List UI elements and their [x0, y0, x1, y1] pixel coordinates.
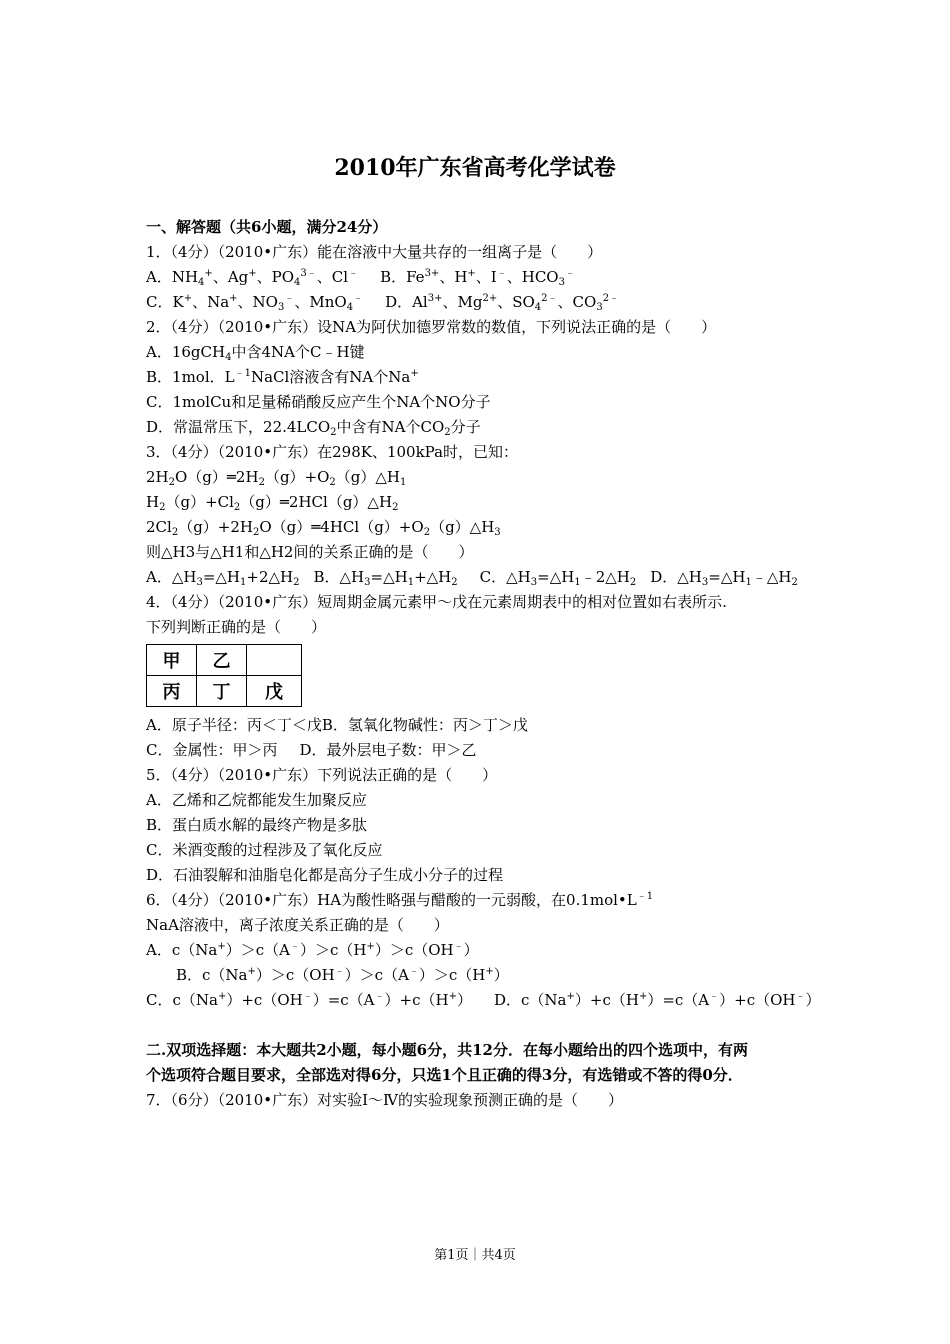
q1-options-cd: C．K+、Na+、$NO_3^﹣$、MnO$_4$﹣ D．$Al^{3+}$、$Mg^{2+}$、$SO_4^{2﹣}$、$CO_3^{2﹣}$ [146, 293, 620, 313]
q7-stem: 7．（6分）（2010•广东）对实验Ⅰ～Ⅳ的实验现象预测正确的是（ ） [146, 1091, 624, 1109]
periodic-position-table [146, 644, 302, 707]
q3-stem: 3．（4分）（2010•广东）在298K、100kPa时，已知： [146, 443, 519, 461]
page-title: 2010年广东省高考化学试卷 [334, 155, 616, 181]
table-cell: 乙 [197, 645, 247, 676]
page-footer: 第1页｜共4页 [434, 1248, 516, 1263]
q6-stem: 6．（4分）（2010•广东）HA为酸性略强与醋酸的一元弱酸，在$0.1mol•L^{﹣1}$ [146, 891, 654, 909]
q4-options-ab: A．原子半径：丙＜丁＜戊B．氢氧化物碱性：丙＞丁＞戊 [146, 716, 528, 734]
table-cell: 甲 [147, 645, 197, 676]
section1-heading: 一、解答题（共6小题，满分24分） [146, 218, 388, 236]
q1-options-ab: A．$NH_4^+$、Ag+、$PO_4^{3﹣}$、Cl﹣ B．$Fe^{3+}$、H+、I﹣、$HCO_3^﹣$ [146, 268, 575, 288]
q2-option-d: D．常温常压下，$22.4LCO_2$中含有NA个$CO_2$分子 [146, 418, 481, 438]
q6-option-b: B．c（Na+）＞c（OH﹣）＞c（A﹣）＞c（H+） [176, 966, 509, 984]
table-cell: 戊 [247, 676, 302, 707]
q4-stem-2: 下列判断正确的是（ ） [146, 618, 327, 636]
q3-options: A．$\triangle H_3=\triangle H_1+2\triangle H_2$ B．$\triangle H_3=\triangle H_1+\triangle H_2$ C．$\triangle H_3=\triangle H_1﹣2\triangle H_2$ D．$\triangle H_3=\triangle H_1﹣\triangle H_2$ [146, 568, 798, 588]
q3-eq1: $2H_2O(g)═2H_2(g)+O_2(g)\triangle H_1$ [146, 468, 407, 488]
q4-options-cd: C．金属性：甲＞丙 D．最外层电子数：甲＞乙 [146, 741, 477, 759]
table-row [147, 645, 302, 676]
q2-option-c: C．1molCu和足量稀硝酸反应产生个NA个NO分子 [146, 393, 491, 411]
table-cell: 丁 [197, 676, 247, 707]
q5-option-a: A．乙烯和乙烷都能发生加聚反应 [146, 791, 367, 809]
q5-option-c: C．米酒变酸的过程涉及了氧化反应 [146, 841, 383, 859]
table-cell: 丙 [147, 676, 197, 707]
q1-stem: 1．（4分）（2010•广东）能在溶液中大量共存的一组离子是（ ） [146, 243, 603, 261]
q5-option-d: D．石油裂解和油脂皂化都是高分子生成小分子的过程 [146, 866, 504, 884]
table-cell [247, 645, 302, 676]
q6-options-cd: C．c（Na+）+c（OH﹣）=c（A﹣）+c（H+） D．c（Na+）+c（H+）=c（A﹣）+c（OH﹣） [146, 991, 821, 1009]
section2-heading-line1: 二.双项选择题：本大题共2小题，每小题6分，共12分．在每小题给出的四个选项中，有两 [146, 1041, 748, 1059]
q6-option-a: A．c（Na+）＞c（A﹣）＞c（H+）＞c（OH﹣） [146, 941, 479, 959]
q2-option-a: A．16gCH$_4$中含4NA个C﹣H键 [146, 343, 365, 363]
table-row [147, 676, 302, 707]
q5-stem: 5．（4分）（2010•广东）下列说法正确的是（ ） [146, 766, 498, 784]
q6-stem-2: NaA溶液中，离子浓度关系正确的是（ ） [146, 916, 449, 934]
q2-option-b: B．1mol．$L^{﹣1}NaCl$溶液含有NA个Na+ [146, 368, 419, 386]
q3-eq3: $2Cl_2(g)+2H_2O(g)═4HCl(g)+O_2(g)\triangle H_3$ [146, 518, 501, 538]
q2-stem: 2．（4分）（2010•广东）设NA为阿伏加德罗常数的数值，下列说法正确的是（ ） [146, 318, 717, 336]
q4-stem: 4．（4分）（2010•广东）短周期金属元素甲～戊在元素周期表中的相对位置如右表所示. [146, 593, 727, 611]
q5-option-b: B．蛋白质水解的最终产物是多肽 [146, 816, 368, 834]
q3-question: 则△H3与△H1和△H2间的关系正确的是（ ） [146, 543, 474, 561]
q3-eq2: $H_2(g)+Cl_2(g)═2HCl(g)\triangle H_2$ [146, 493, 399, 513]
section2-heading-line2: 个选项符合题目要求，全部选对得6分，只选1个且正确的得3分，有选错或不答的得0分． [146, 1066, 743, 1084]
